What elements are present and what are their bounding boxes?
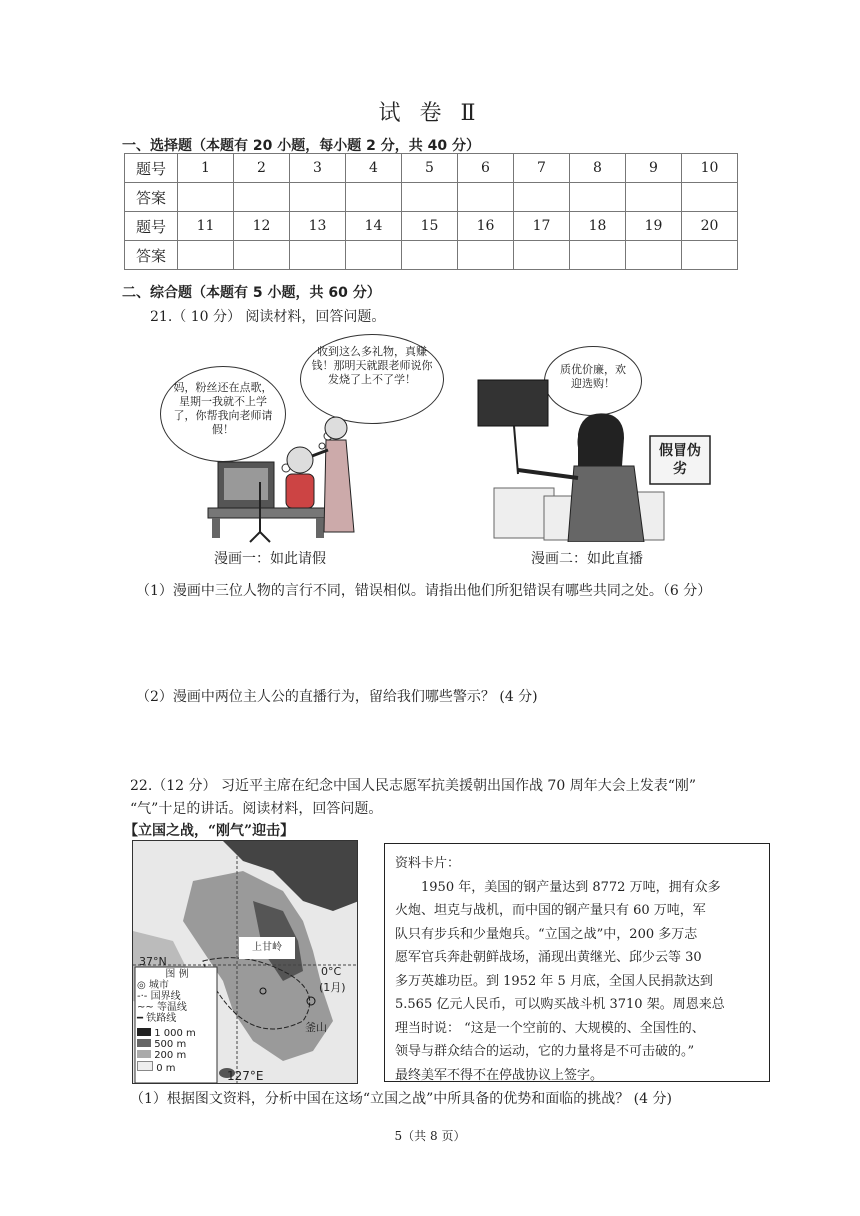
row-label-answer: 答案 (125, 241, 178, 270)
question-number: 5 (402, 154, 458, 183)
question-number: 20 (682, 212, 738, 241)
answer-cell[interactable] (514, 241, 570, 270)
table-row (125, 183, 738, 212)
railway-line-icon: ━ (137, 1013, 147, 1024)
question-number: 10 (682, 154, 738, 183)
question-number: 12 (234, 212, 290, 241)
answer-cell[interactable] (234, 183, 290, 212)
map-legend (137, 969, 217, 1074)
legend-item: 1 000 m (137, 1028, 217, 1039)
question-number: 15 (402, 212, 458, 241)
elevation-swatch (137, 1028, 151, 1036)
answer-cell[interactable] (290, 183, 346, 212)
question-number: 13 (290, 212, 346, 241)
legend-item: 0 m (137, 1061, 217, 1074)
comic-one-drawing (160, 332, 460, 544)
legend-item: ━ 铁路线 (137, 1013, 177, 1024)
card-line: 领导与群众结合的运动，它的力量将是不可击破的。” (395, 1044, 695, 1059)
legend-item: ~~ 等温线 (137, 1002, 187, 1013)
question-number: 8 (570, 154, 626, 183)
card-line: 1950 年，美国的钢产量达到 8772 万吨，拥有众多 (421, 879, 721, 895)
q22-intro-line1: 22.（12 分） 习近平主席在纪念中国人民志愿军抗美援朝出国作战 70 周年大会上发表“刚” (130, 778, 697, 794)
card-line: 多万英雄功臣。到 1952 年 5 月底，全国人民捐款达到 (395, 973, 713, 989)
data-card (384, 843, 770, 1082)
question-number: 6 (458, 154, 514, 183)
answer-cell[interactable] (346, 183, 402, 212)
question-number: 14 (346, 212, 402, 241)
answer-cell[interactable] (682, 183, 738, 212)
speech-text: 质优价廉，欢迎选购！ (560, 363, 626, 390)
answer-cell[interactable] (682, 241, 738, 270)
q22-sub1: （1）根据图文资料，分析中国在这场“立国之战”中所具备的优势和面临的挑战？ (4 分) (130, 1091, 672, 1107)
question-number: 4 (346, 154, 402, 183)
korea-map (132, 840, 358, 1084)
isotherm-line-icon: ~~ (137, 1002, 157, 1013)
table-row (125, 154, 738, 183)
table-row (125, 241, 738, 270)
question-number: 11 (178, 212, 234, 241)
question-number: 18 (570, 212, 626, 241)
comic-one (160, 332, 460, 544)
legend-item: ◎ 城市 (137, 980, 169, 991)
city-label: 釜山 (305, 1021, 327, 1034)
answer-cell[interactable] (346, 241, 402, 270)
card-line: 愿军官兵奔赴朝鲜战场，涌现出黄继光、邱少云等 30 (395, 950, 702, 965)
question-number: 9 (626, 154, 682, 183)
longitude-label: 127°E (227, 1069, 264, 1083)
card-line: 5.565 亿元人民币，可以购买战斗机 3710 架。周恩来总 (395, 997, 725, 1012)
answer-cell[interactable] (626, 241, 682, 270)
answer-cell[interactable] (626, 183, 682, 212)
table-row (125, 212, 738, 241)
city-dot-icon: ◎ (137, 980, 149, 991)
answer-cell[interactable] (178, 183, 234, 212)
question-number: 2 (234, 154, 290, 183)
isotherm-label: 0°C (321, 965, 342, 978)
question-number: 3 (290, 154, 346, 183)
section-one-heading: 一、选择题（本题有 20 小题，每小题 2 分，共 40 分） (122, 138, 480, 154)
answer-cell[interactable] (458, 183, 514, 212)
elevation-swatch (137, 1061, 153, 1071)
q21-intro: 21.（ 10 分） 阅读材料，回答问题。 (150, 309, 386, 325)
q21-sub1: （1）漫画中三位人物的言行不同，错误相似。请指出他们所犯错误有哪些共同之处。（6 分） (136, 583, 712, 599)
question-number: 16 (458, 212, 514, 241)
row-label-number: 题号 (125, 154, 178, 183)
latitude-label: 37°N (139, 955, 167, 968)
row-label-answer: 答案 (125, 183, 178, 212)
row-label-number: 题号 (125, 212, 178, 241)
q22-subheading: 【立国之战，“刚气”迎击】 (124, 823, 295, 839)
q21-sub2: （2）漫画中两位主人公的直播行为，留给我们哪些警示？ (4 分) (136, 689, 538, 705)
answer-cell[interactable] (570, 183, 626, 212)
page-footer: 5（共 8 页） (394, 1129, 466, 1143)
elevation-swatch (137, 1050, 151, 1058)
answer-cell[interactable] (402, 183, 458, 212)
answer-cell[interactable] (290, 241, 346, 270)
card-line: 队只有步兵和少量炮兵。“立国之战”中，200 多万志 (395, 926, 698, 942)
isotherm-month: (1月) (319, 981, 346, 994)
speech-text: 收到这么多礼物，真赚钱！那明天就跟老师说你发烧了上不了学！ (311, 345, 433, 386)
speech-text: 妈，粉丝还在点歌，星期一我就不上学了，你帮我向老师请假！ (173, 381, 273, 436)
answer-cell[interactable] (570, 241, 626, 270)
place-label: 上甘岭 (239, 937, 295, 959)
question-number: 1 (178, 154, 234, 183)
answer-table (124, 153, 738, 270)
comic-two-caption: 漫画二：如此直播 (531, 551, 643, 567)
card-line: 最终美军不得不在停战协议上签字。 (395, 1067, 604, 1083)
answer-cell[interactable] (402, 241, 458, 270)
legend-item: 200 m (137, 1050, 217, 1061)
comic-one-caption: 漫画一：如此请假 (214, 551, 326, 567)
answer-cell[interactable] (234, 241, 290, 270)
answer-cell[interactable] (178, 241, 234, 270)
fake-goods-label: 假冒伪劣 (659, 443, 701, 477)
answer-cell[interactable] (458, 241, 514, 270)
elevation-legend (137, 1028, 217, 1074)
legend-item: -·- 国界线 (137, 991, 181, 1002)
card-line: 火炮、坦克与战机，而中国的钢产量只有 60 万吨，军 (395, 903, 706, 918)
elevation-swatch (137, 1039, 151, 1047)
question-number: 19 (626, 212, 682, 241)
legend-title: 图 例 (165, 969, 189, 980)
border-line-icon: -·- (137, 991, 151, 1002)
section-two-heading: 二、综合题（本题有 5 小题，共 60 分） (122, 285, 381, 301)
question-number: 17 (514, 212, 570, 241)
card-title: 资料卡片： (395, 856, 461, 871)
legend-item: 500 m (137, 1039, 217, 1050)
q22-intro-line2: “气”十足的讲话。阅读材料，回答问题。 (130, 801, 383, 817)
question-number: 7 (514, 154, 570, 183)
answer-cell[interactable] (514, 183, 570, 212)
page-title: 试 卷 Ⅱ (378, 101, 482, 126)
comic-two (474, 346, 730, 542)
card-line: 理当时说： “这是一个空前的、大规模的、全国性的、 (395, 1020, 705, 1036)
